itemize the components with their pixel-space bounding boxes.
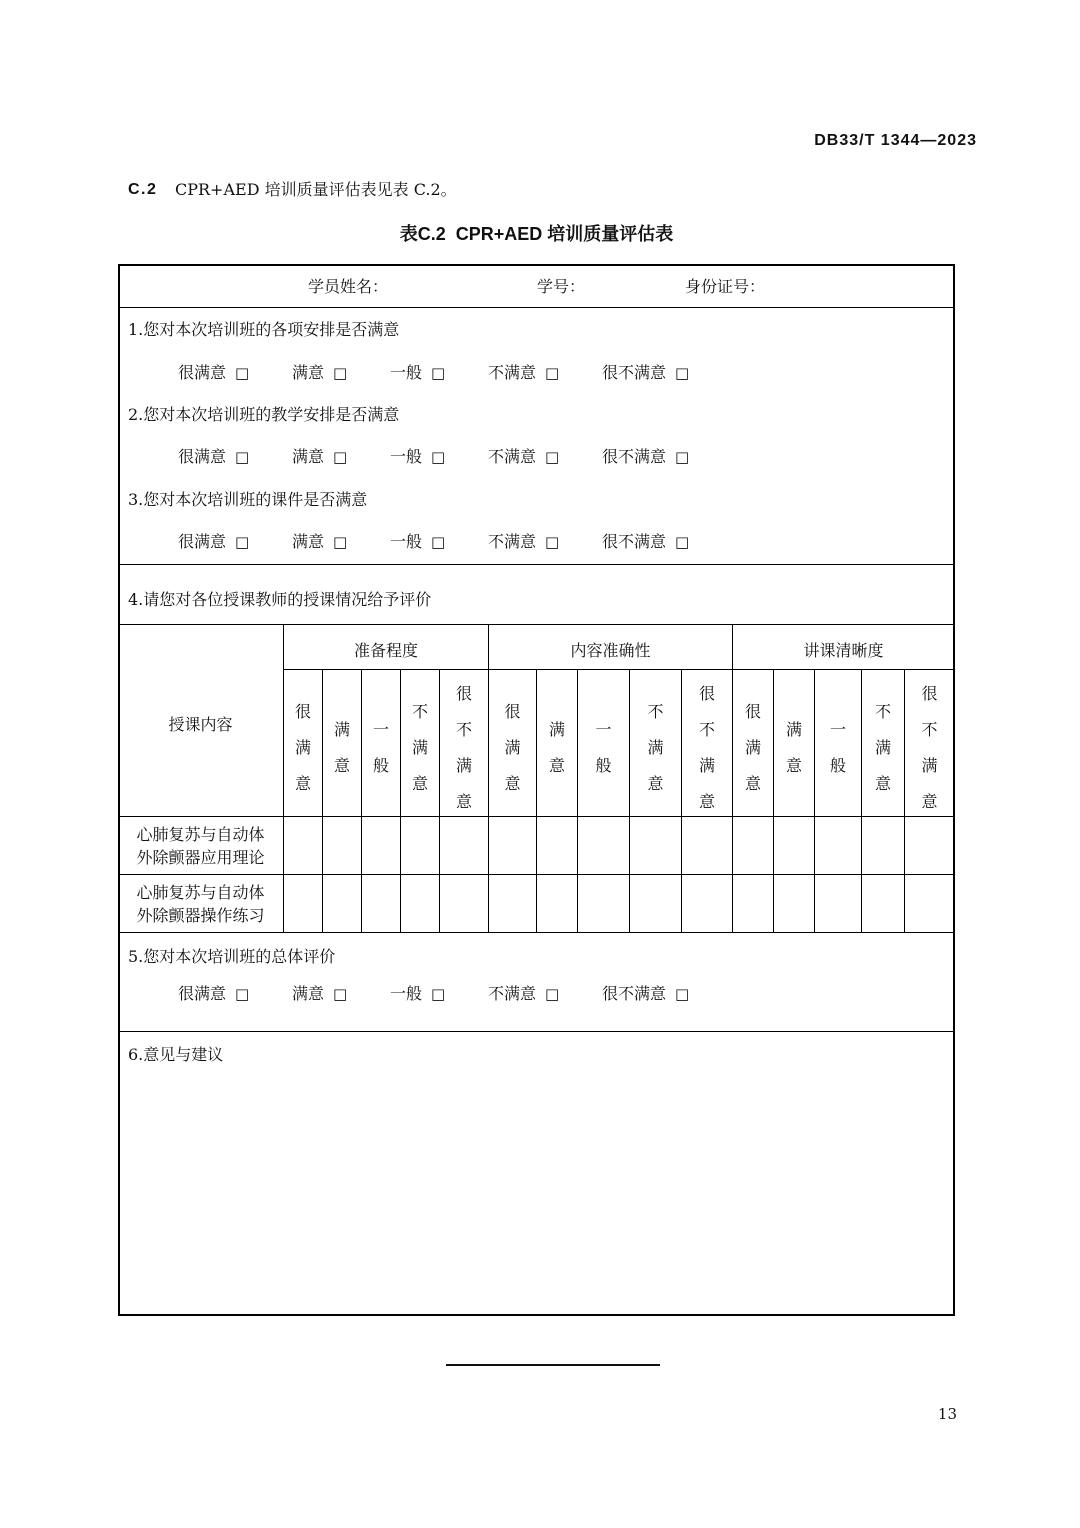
question-3-checkbox-very-satisfied[interactable]: □ (235, 533, 250, 551)
overall-option-satisfied (292, 984, 347, 1004)
overall-evaluation-row (118, 933, 955, 1032)
rating-cell-course1-preparation-average (362, 817, 401, 875)
question-1-checkbox-average[interactable]: □ (431, 364, 446, 382)
rating-cell-course1-clarity-average (815, 817, 862, 875)
option-label: 很不满意 (602, 447, 667, 466)
overall-option-average (390, 984, 445, 1004)
rating-cell-course1-accuracy-average (578, 817, 630, 875)
question-2-option-dissatisfied (488, 447, 559, 467)
student-name-label: 学员姓名： (308, 277, 389, 296)
subheader-clarity-dissatisfied (862, 670, 905, 817)
subheader-label: 很满意 (294, 702, 311, 793)
rating-cell-course1-clarity-dissatisfied (862, 817, 905, 875)
course-1-name: 心肺复苏与自动体外除颤器应用理论 (136, 824, 265, 867)
question-1-checkbox-very-satisfied[interactable]: □ (235, 364, 250, 382)
question-2-options (118, 447, 955, 467)
rating-cell-course1-preparation-very-dissatisfied (440, 817, 489, 875)
subheader-preparation-average (362, 670, 401, 817)
rating-cell-course1-accuracy-very-satisfied (489, 817, 537, 875)
subheader-preparation-very-satisfied (284, 670, 323, 817)
course-row-1-label-cell (118, 817, 284, 875)
rating-cell-course1-accuracy-very-dissatisfied (682, 817, 733, 875)
overall-checkbox-very-satisfied[interactable]: □ (235, 985, 250, 1003)
overall-checkbox-very-dissatisfied[interactable]: □ (675, 985, 690, 1003)
question-1-option-average (390, 363, 445, 383)
question-3-checkbox-very-dissatisfied[interactable]: □ (675, 533, 690, 551)
option-label: 一般 (390, 984, 423, 1003)
evaluation-table (118, 264, 955, 1316)
question-3-option-very-satisfied (178, 532, 249, 552)
subheader-label: 很满意 (504, 702, 521, 793)
subheader-label: 很满意 (744, 702, 761, 793)
criteria-label-preparation: 准备程度 (353, 641, 418, 660)
teacher-eval-prompt-row (118, 565, 955, 625)
rating-cell-course2-preparation-very-satisfied (284, 875, 323, 933)
question-1-option-very-dissatisfied (602, 363, 689, 383)
subheader-accuracy-very-dissatisfied (682, 670, 733, 817)
question-3-option-dissatisfied (488, 532, 559, 552)
rating-cell-course2-clarity-average (815, 875, 862, 933)
student-info-row (118, 264, 955, 308)
overall-checkbox-satisfied[interactable]: □ (333, 985, 348, 1003)
course-2-name: 心肺复苏与自动体外除颤器操作练习 (136, 882, 265, 925)
overall-checkbox-dissatisfied[interactable]: □ (545, 985, 560, 1003)
option-label: 不满意 (488, 532, 537, 551)
rating-cell-course2-preparation-very-dissatisfied (440, 875, 489, 933)
subheader-label: 很不满意 (921, 684, 938, 811)
question-2-checkbox-average[interactable]: □ (431, 448, 446, 466)
subheader-label: 一般 (595, 720, 612, 775)
question-2-checkbox-very-satisfied[interactable]: □ (235, 448, 250, 466)
teacher-eval-prompt: 4.请您对各位授课教师的授课情况给予评价 (128, 590, 432, 609)
rating-cell-course2-accuracy-average (578, 875, 630, 933)
question-3-checkbox-average[interactable]: □ (431, 533, 446, 551)
rating-cell-course1-clarity-very-satisfied (733, 817, 774, 875)
rating-cell-course2-clarity-very-dissatisfied (905, 875, 955, 933)
document-code: DB33/T 1344—2023 (814, 132, 977, 149)
question-1-options (118, 363, 955, 383)
option-label: 不满意 (488, 447, 537, 466)
criteria-header-preparation (284, 625, 489, 670)
subheader-label: 不满意 (647, 702, 664, 793)
section-text: CPR+AED 培训质量评估表见表 C.2。 (175, 180, 457, 199)
option-label: 满意 (292, 532, 325, 551)
subheader-preparation-dissatisfied (401, 670, 440, 817)
overall-option-very-satisfied (178, 984, 249, 1004)
course-row-2-label-cell (118, 875, 284, 933)
question-2-text: 2.您对本次培训班的教学安排是否满意 (128, 405, 400, 424)
question-1-option-satisfied (292, 363, 347, 383)
rating-cell-course2-clarity-dissatisfied (862, 875, 905, 933)
section-number: C.2 (128, 181, 158, 198)
criteria-header-clarity (733, 625, 955, 670)
subheader-label: 不满意 (411, 702, 428, 793)
question-2-option-average (390, 447, 445, 467)
option-label: 很满意 (178, 447, 227, 466)
rating-cell-course2-accuracy-very-satisfied (489, 875, 537, 933)
rating-cell-course2-accuracy-very-dissatisfied (682, 875, 733, 933)
question-3-option-satisfied (292, 532, 347, 552)
criteria-label-accuracy: 内容准确性 (570, 641, 651, 660)
option-label: 一般 (390, 532, 423, 551)
subheader-clarity-satisfied (774, 670, 815, 817)
option-label: 很不满意 (602, 984, 667, 1003)
option-label: 一般 (390, 363, 423, 382)
rating-cell-course1-accuracy-satisfied (537, 817, 578, 875)
subheader-clarity-average (815, 670, 862, 817)
subheader-clarity-very-satisfied (733, 670, 774, 817)
question-3-option-very-dissatisfied (602, 532, 689, 552)
subheader-label: 满意 (333, 720, 350, 775)
option-label: 很满意 (178, 984, 227, 1003)
question-1-option-dissatisfied (488, 363, 559, 383)
question-2-option-very-satisfied (178, 447, 249, 467)
subheader-label: 一般 (829, 720, 846, 775)
rating-cell-course2-accuracy-satisfied (537, 875, 578, 933)
course-content-header-label: 授课内容 (168, 714, 233, 734)
question-2-checkbox-very-dissatisfied[interactable]: □ (675, 448, 690, 466)
rating-cell-course1-clarity-very-dissatisfied (905, 817, 955, 875)
subheader-clarity-very-dissatisfied (905, 670, 955, 817)
question-2-option-satisfied (292, 447, 347, 467)
overall-question-text: 5.您对本次培训班的总体评价 (128, 947, 336, 966)
subheader-accuracy-very-satisfied (489, 670, 537, 817)
overall-option-very-dissatisfied (602, 984, 689, 1004)
rating-cell-course2-preparation-average (362, 875, 401, 933)
subheader-label: 很不满意 (455, 684, 472, 811)
subheader-preparation-very-dissatisfied (440, 670, 489, 817)
suggestions-label: 6.意见与建议 (128, 1045, 224, 1064)
subheader-preparation-satisfied (323, 670, 362, 817)
option-label: 不满意 (488, 363, 537, 382)
subheader-accuracy-satisfied (537, 670, 578, 817)
rating-cell-course2-clarity-very-satisfied (733, 875, 774, 933)
rating-cell-course2-preparation-dissatisfied (401, 875, 440, 933)
rating-cell-course2-clarity-satisfied (774, 875, 815, 933)
subheader-accuracy-dissatisfied (630, 670, 682, 817)
subheader-label: 一般 (372, 720, 389, 775)
option-label: 满意 (292, 984, 325, 1003)
rating-cell-course1-preparation-dissatisfied (401, 817, 440, 875)
option-label: 很不满意 (602, 532, 667, 551)
criteria-label-clarity: 讲课清晰度 (803, 641, 884, 660)
subheader-label: 满意 (548, 720, 565, 775)
rating-cell-course2-preparation-satisfied (323, 875, 362, 933)
footer-rule (446, 1364, 660, 1366)
id-card-label: 身份证号： (685, 277, 766, 296)
question-3-checkbox-dissatisfied[interactable]: □ (545, 533, 560, 551)
criteria-header-accuracy (489, 625, 733, 670)
rating-cell-course1-clarity-satisfied (774, 817, 815, 875)
overall-checkbox-average[interactable]: □ (431, 985, 446, 1003)
option-label: 很满意 (178, 532, 227, 551)
subheader-label: 不满意 (874, 702, 891, 793)
course-content-header (118, 625, 284, 817)
option-label: 很不满意 (602, 363, 667, 382)
question-3-checkbox-satisfied[interactable]: □ (333, 533, 348, 551)
question-1-checkbox-dissatisfied[interactable]: □ (545, 364, 560, 382)
rating-cell-course1-preparation-very-satisfied (284, 817, 323, 875)
question-1-text: 1.您对本次培训班的各项安排是否满意 (128, 320, 400, 339)
page-number: 13 (937, 1405, 957, 1423)
option-label: 一般 (390, 447, 423, 466)
question-1-checkbox-very-dissatisfied[interactable]: □ (675, 364, 690, 382)
rating-cell-course1-accuracy-dissatisfied (630, 817, 682, 875)
question-1-checkbox-satisfied[interactable]: □ (333, 364, 348, 382)
suggestions-row (118, 1032, 955, 1316)
subheader-accuracy-average (578, 670, 630, 817)
subheader-label: 满意 (785, 720, 802, 775)
question-2-checkbox-dissatisfied[interactable]: □ (545, 448, 560, 466)
question-3-options (118, 532, 955, 552)
overall-options (118, 984, 955, 1004)
subheader-label: 很不满意 (698, 684, 715, 811)
option-label: 很满意 (178, 363, 227, 382)
satisfaction-questions-row (118, 308, 955, 565)
rating-cell-course2-accuracy-dissatisfied (630, 875, 682, 933)
rating-cell-course1-preparation-satisfied (323, 817, 362, 875)
question-2-checkbox-satisfied[interactable]: □ (333, 448, 348, 466)
overall-option-dissatisfied (488, 984, 559, 1004)
option-label: 满意 (292, 363, 325, 382)
option-label: 不满意 (488, 984, 537, 1003)
question-2-option-very-dissatisfied (602, 447, 689, 467)
option-label: 满意 (292, 447, 325, 466)
question-1-option-very-satisfied (178, 363, 249, 383)
question-3-option-average (390, 532, 445, 552)
student-number-label: 学号： (537, 277, 586, 296)
question-3-text: 3.您对本次培训班的课件是否满意 (128, 490, 368, 509)
table-title: 表C.2 CPR+AED 培训质量评估表 (399, 224, 674, 244)
